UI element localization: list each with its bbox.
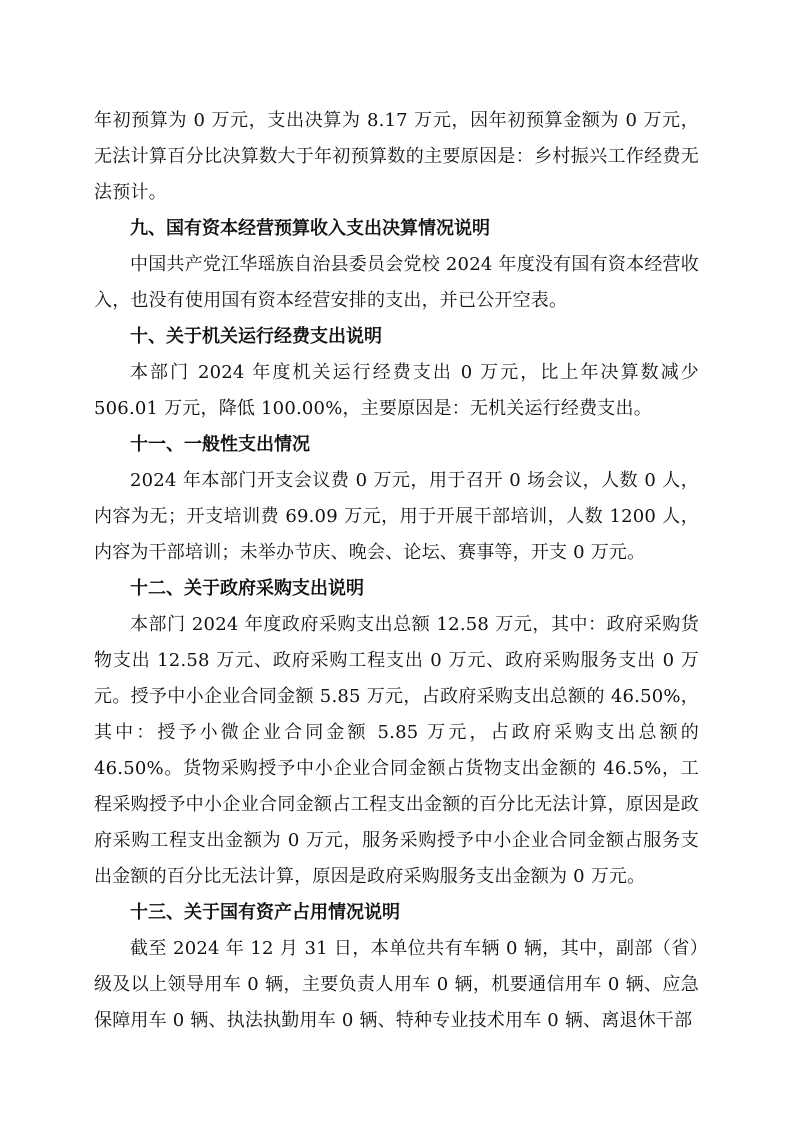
paragraph-general-expenses: 2024 年本部门开支会议费 0 万元，用于召开 0 场会议，人数 0 人，内容为无；开支培训费 69.09 万元，用于开展干部培训，人数 1200 人，内容为干部培训；未举办节庆、晚会、论坛、赛事等，开支 0 万元。 (94, 470, 699, 563)
heading-section-13: 十三、关于国有资产占用情况说明 (130, 902, 400, 923)
paragraph-procurement: 本部门 2024 年度政府采购支出总额 12.58 万元，其中：政府采购货物支出 12.58 万元、政府采购工程支出 0 万元、政府采购服务支出 0 万元。授予中小企业合同金额 5.85 万元，占政府采购支出总额的 46.50%，其中：授予小微企业合同金额 5.85 万元，占政府采购支出总额的46.50%。货物采购授予中小企业合同金额占货物支出金额的 46.5%，工程采购授予中小企业合同金额占工程支出金额的百分比无法计算，原因是政府采购工程支出金额为 0 万元，服务采购授予中小企业合同金额占服务支出金额的百分比无法计算，原因是政府采购服务支出金额为 0 万元。 (94, 614, 699, 887)
heading-section-11: 十一、一般性支出情况 (130, 434, 310, 455)
heading-section-9: 九、国有资本经营预算收入支出决算情况说明 (130, 218, 490, 239)
paragraph-budget-note: 年初预算为 0 万元，支出决算为 8.17 万元，因年初预算金额为 0 万元，无法计算百分比决算数大于年初预算数的主要原因是：乡村振兴工作经费无法预计。 (94, 110, 699, 203)
heading-section-12: 十二、关于政府采购支出说明 (130, 578, 364, 599)
heading-section-10: 十、关于机关运行经费支出说明 (130, 326, 382, 347)
document-body (94, 103, 699, 1039)
paragraph-state-capital: 中国共产党江华瑶族自治县委员会党校 2024 年度没有国有资本经营收入，也没有使用国有资本经营安排的支出，并已公开空表。 (94, 254, 699, 311)
paragraph-state-assets: 截至 2024 年 12 月 31 日，本单位共有车辆 0 辆，其中，副部（省）级及以上领导用车 0 辆，主要负责人用车 0 辆，机要通信用车 0 辆、应急保障用车 0 辆、执法执勤用车 0 辆、特种专业技术用车 0 辆、离退休干部 (94, 938, 699, 1031)
paragraph-operating-expenses: 本部门 2024 年度机关运行经费支出 0 万元，比上年决算数减少506.01 万元，降低 100.00%，主要原因是：无机关运行经费支出。 (94, 362, 699, 419)
